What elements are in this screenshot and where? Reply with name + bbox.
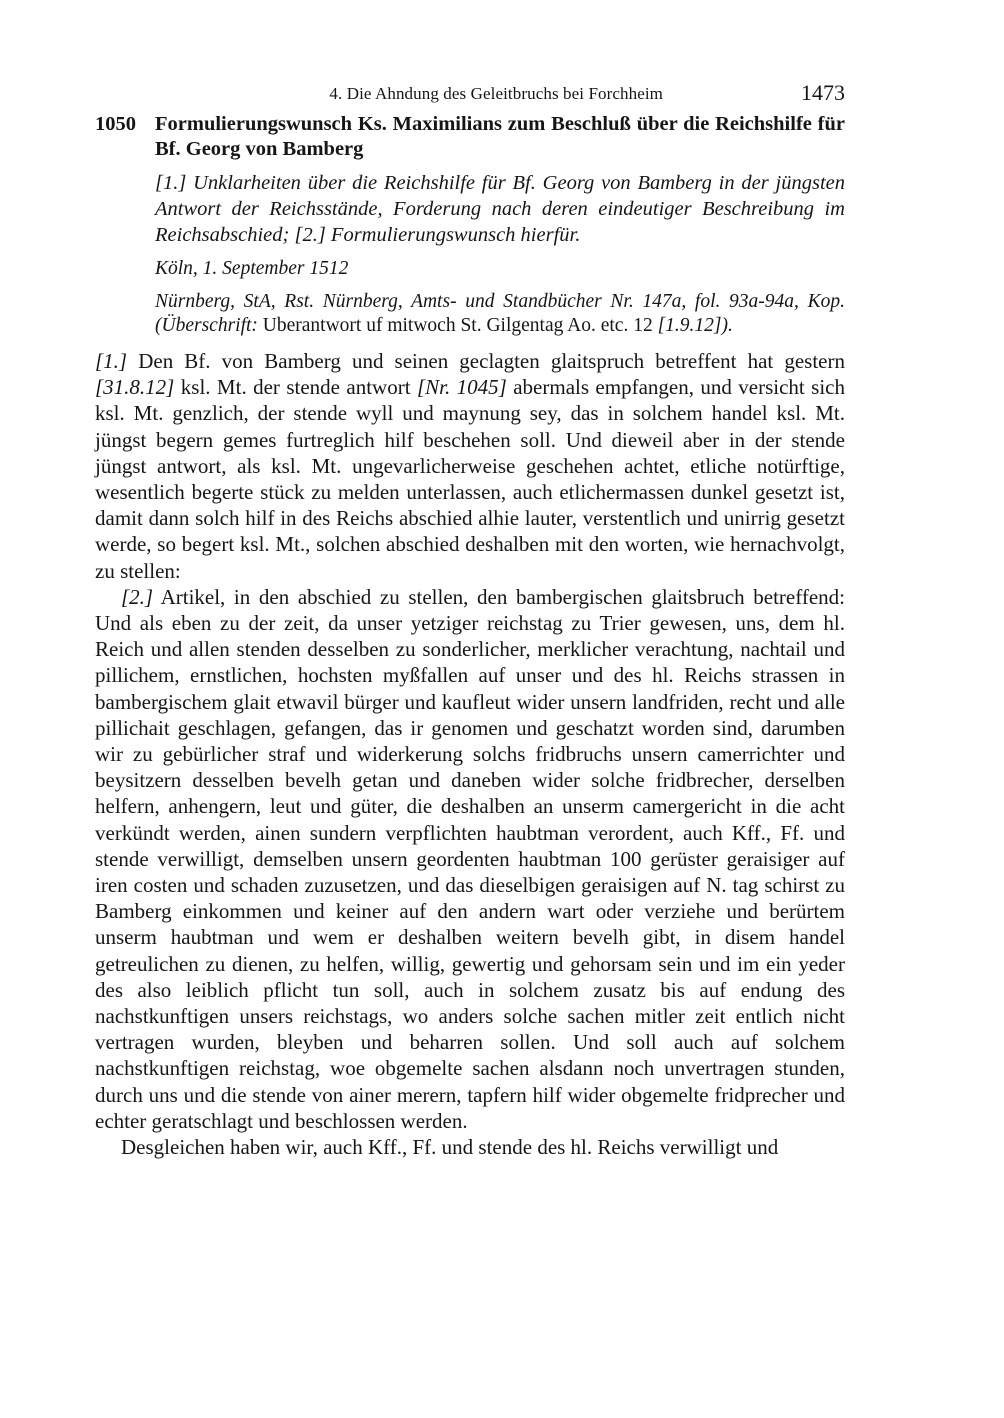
- paragraph-3-text: Desgleichen haben wir, auch Kff., Ff. und stende des hl. Reichs verwilligt und: [121, 1135, 779, 1160]
- source-heading: Uberantwort uf mitwoch St. Gilgentag Ao. etc. 12: [257, 315, 658, 336]
- running-title: 4. Die Ahndung des Geleitbruchs bei Forchheim: [329, 84, 663, 103]
- paragraph-marker-1: [1.]: [95, 349, 128, 373]
- paragraph-1-text-a: Den Bf. von Bamberg und seinen geclagten glaitspruch betreffent hat gestern: [127, 349, 845, 373]
- date-place: Köln, 1. September 1512: [155, 258, 349, 279]
- paragraph-1-date: [31.8.12]: [95, 375, 175, 400]
- body-paragraph-1: [95, 348, 845, 584]
- document-page: [95, 80, 845, 1160]
- running-head: [95, 80, 845, 108]
- regest-summary: [1.] Unklarheiten über die Reichshilfe für Bf. Georg von Bamberg in der jüngsten Antwort der Reichsstände, Forderung nach deren eindeutiger Beschreibung im Reichsabschied; [2.] Formulierungswunsch hierfür.: [155, 172, 845, 246]
- document-title: Formulierungswunsch Ks. Maximilians zum Beschluß über die Reichshilfe für Bf. Georg von Bamberg: [155, 113, 845, 160]
- body-paragraph-3: [95, 1134, 845, 1160]
- document-header: [95, 112, 845, 162]
- source-date-note: [1.9.12]).: [657, 315, 733, 336]
- page-number: 1473: [801, 80, 845, 105]
- document-number: 1050: [95, 113, 136, 135]
- paragraph-2-text: Artikel, in den abschied zu stellen, den bambergischen glaitsbruch betreffend: Und als eben zu der zeit, da unser yetziger reichstag zu Trier gewesen, uns, dem hl. Reich und allen stenden desselben zu sonderlicher, merklicher verachtung, nachtail und pillichem, ernstlichen, hochsten myßfallen auf unser und des hl. Reichs strassen in bambergischem glait etwavil bürger und kaufleut wider unsern landfriden, recht und alle pillichait geschlagen, gefangen, das ir genomen und geschatzt worden sind, darumben wir zu gebürlicher straf und widerkerung solchs fridbruchs unsern camerrichter und beysitzern desselben bevelh getan und daneben wider solche fridbrecher, derselben helfern, anhengern, leut und güter, die deshalben an unserm camergericht in die acht verkündt werden, ainen sundern verpflichten haubtman verordent, auch Kff., Ff. und stende verwilligt, demselben unsern geordenten haubtman 100 gerüster geraisiger auf iren costen und schaden zuzusetzen, und das dieselbigen geraisigen auf N. tag schirst zu Bamberg einkommen und keiner auf den andern wart oder verziehe und berürtem unserm haubtman und wem er deshalben weitern bevelh gibt, in disem handel getreulichen zu dienen, zu helfen, willig, gewertig und gehorsam sein und im ein yeder des also leiblich pflicht tun soll, auch in solchem zusatz bis auf endung des nachstkunftigen unsers reichstags, wo anders solche sachen mitler zeit entlich nicht vertragen wurden, bleyben und beharren sollen. Und soll auch auf solchem nachstkunftigen reichstag, woe obgemelte sachen alsdann noch unvertragen stunden, durch uns und die stende von ainer merern, tapfern hilf wider obgemelte fridprecher und echter geratschlagt und beschlossen werden.: [95, 584, 845, 1133]
- paragraph-1-text-b: ksl. Mt. der stende antwort: [174, 375, 417, 400]
- paragraph-marker-2: [2.]: [121, 584, 154, 609]
- source-archive: Nürnberg, StA, Rst. Nürnberg, Amts- und Standbücher Nr. 147a, fol. 93a-94a, Kop. (Überschrift:: [155, 291, 845, 336]
- paragraph-1-text-c: abermals empfangen, und versicht sich ksl. Mt. genzlich, der stende wyll und maynung sey, das in solchem handel ksl. Mt. jüngst begern gemes furtreglich hilf beschehen soll. Und dieweil aber in der stende jüngst antwort, als ksl. Mt. ungevarlicherweise geschehen achtet, etliche notürftige, wesentlich begerte stück zu melden unterlassen, auch etlichermassen dunkel gesetzt ist, damit dann solch hilf in des Reichs abschied alhie lauter, verstentlich und unirrig gesetzt werde, so begert ksl. Mt., solchen abschied deshalben mit den worten, wie hernachvolgt, zu stellen:: [95, 375, 846, 583]
- source-citation: [155, 290, 845, 338]
- document-apparatus: [155, 170, 845, 338]
- paragraph-1-reference: [Nr. 1045]: [416, 375, 507, 400]
- body-paragraph-2: [95, 584, 845, 1134]
